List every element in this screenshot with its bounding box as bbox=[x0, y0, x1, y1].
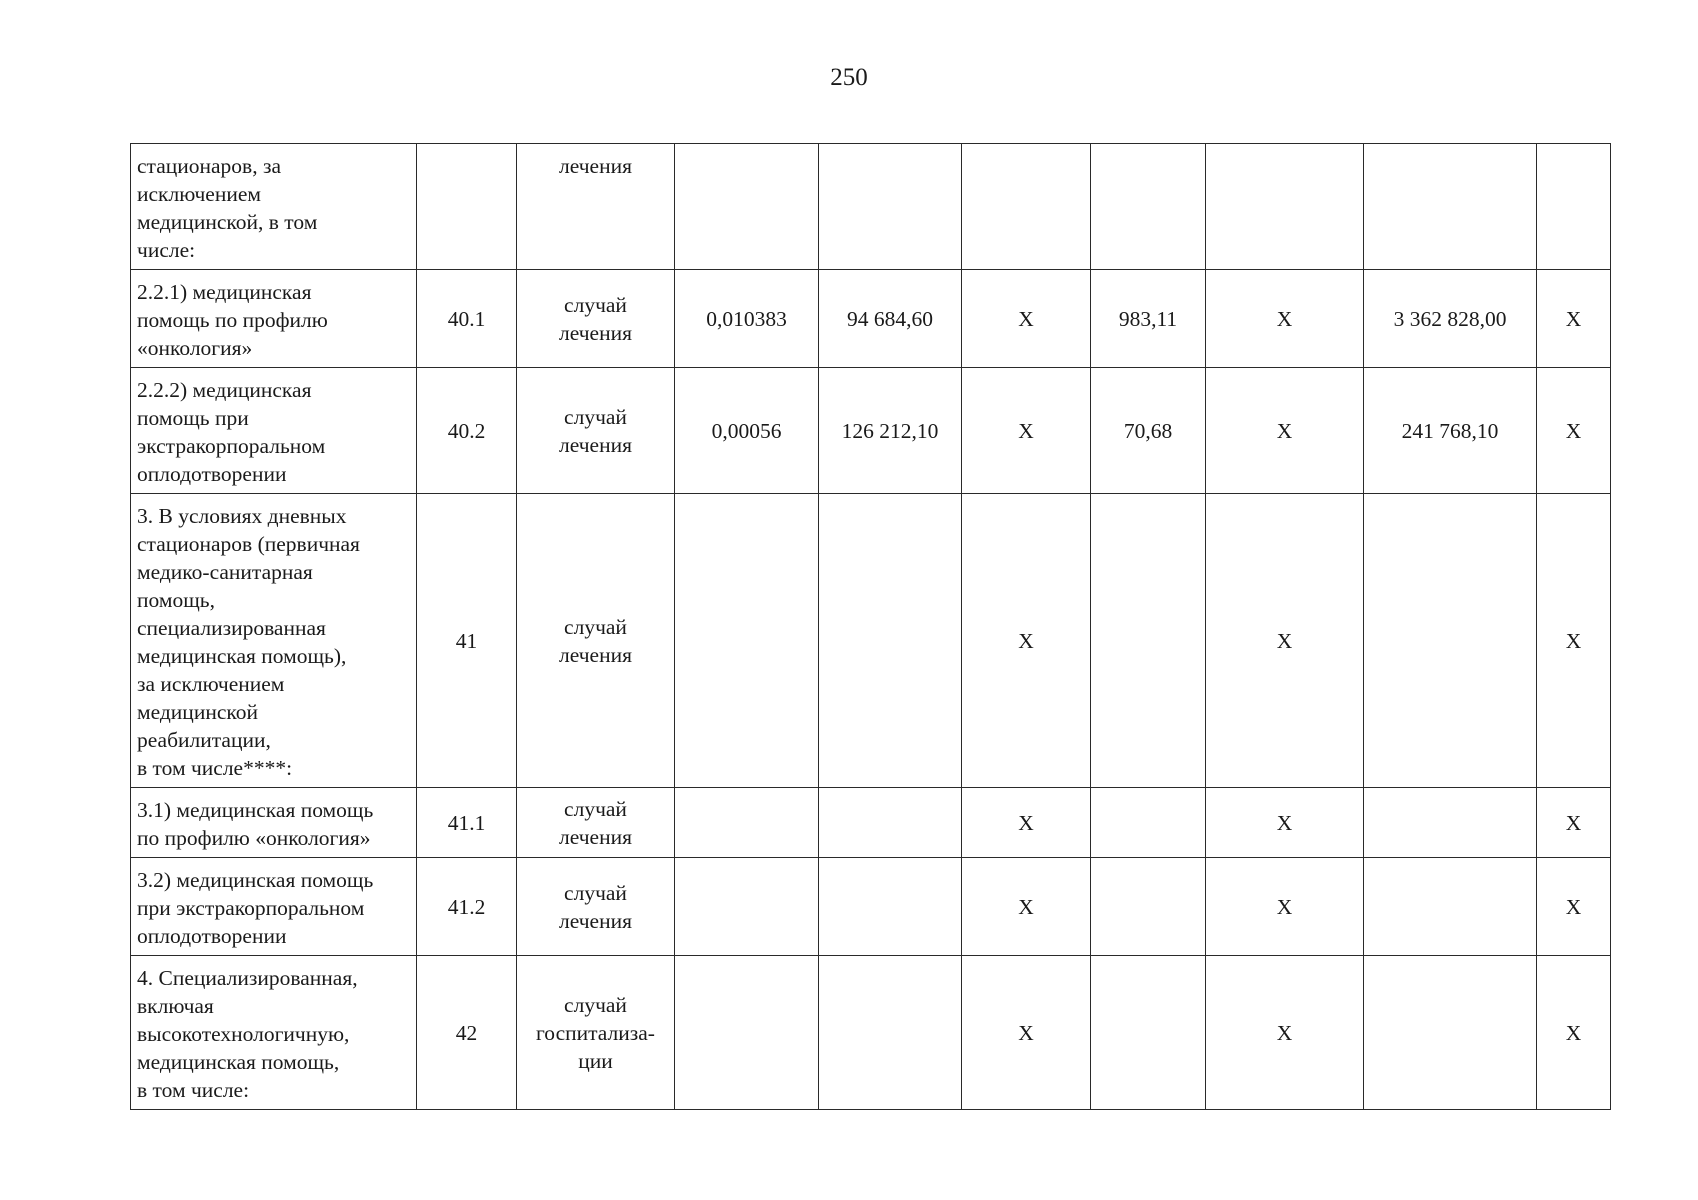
row-value-cell: Х bbox=[1537, 270, 1611, 368]
table-row bbox=[131, 368, 1611, 494]
row-value-cell: 0,00056 bbox=[675, 368, 819, 494]
row-code-cell: 41.2 bbox=[417, 858, 517, 956]
table-row bbox=[131, 788, 1611, 858]
row-value-cell bbox=[1364, 788, 1537, 858]
row-value-cell: 0,010383 bbox=[675, 270, 819, 368]
row-code-cell: 41.1 bbox=[417, 788, 517, 858]
row-value-cell bbox=[1091, 858, 1206, 956]
row-name-cell: стационаров, за исключением медицинской, в том числе: bbox=[131, 144, 417, 270]
data-table bbox=[130, 143, 1611, 1110]
row-value-cell: 94 684,60 bbox=[819, 270, 962, 368]
row-value-cell bbox=[819, 788, 962, 858]
row-name-cell: 2.2.1) медицинская помощь по профилю «онкология» bbox=[131, 270, 417, 368]
table-row bbox=[131, 956, 1611, 1110]
row-unit-cell: случай госпитализа- ции bbox=[517, 956, 675, 1110]
row-value-cell bbox=[962, 144, 1091, 270]
table-row bbox=[131, 144, 1611, 270]
table-row bbox=[131, 858, 1611, 956]
row-value-cell bbox=[1364, 494, 1537, 788]
row-value-cell bbox=[1091, 144, 1206, 270]
row-value-cell: Х bbox=[1206, 270, 1364, 368]
row-value-cell: 70,68 bbox=[1091, 368, 1206, 494]
row-value-cell bbox=[1206, 144, 1364, 270]
table-row bbox=[131, 494, 1611, 788]
row-name-cell: 2.2.2) медицинская помощь при экстракорпоральном оплодотворении bbox=[131, 368, 417, 494]
row-value-cell: 241 768,10 bbox=[1364, 368, 1537, 494]
row-code-cell: 41 bbox=[417, 494, 517, 788]
row-value-cell: Х bbox=[1206, 788, 1364, 858]
row-unit-cell: случай лечения bbox=[517, 494, 675, 788]
row-value-cell bbox=[819, 494, 962, 788]
row-name-cell: 4. Специализированная, включая высокотехнологичную, медицинская помощь, в том числе: bbox=[131, 956, 417, 1110]
row-code-cell: 42 bbox=[417, 956, 517, 1110]
row-value-cell bbox=[675, 858, 819, 956]
row-value-cell bbox=[1091, 788, 1206, 858]
row-value-cell bbox=[1537, 144, 1611, 270]
row-value-cell: Х bbox=[962, 788, 1091, 858]
row-value-cell: Х bbox=[1206, 494, 1364, 788]
row-value-cell: Х bbox=[962, 270, 1091, 368]
row-code-cell bbox=[417, 144, 517, 270]
row-unit-cell: случай лечения bbox=[517, 270, 675, 368]
row-value-cell bbox=[819, 144, 962, 270]
row-value-cell bbox=[1091, 494, 1206, 788]
row-value-cell: Х bbox=[1537, 788, 1611, 858]
row-value-cell: Х bbox=[962, 494, 1091, 788]
row-unit-cell: лечения bbox=[517, 144, 675, 270]
row-value-cell bbox=[675, 788, 819, 858]
row-value-cell bbox=[1364, 956, 1537, 1110]
row-unit-cell: случай лечения bbox=[517, 858, 675, 956]
row-value-cell bbox=[675, 144, 819, 270]
row-value-cell: Х bbox=[1537, 494, 1611, 788]
row-value-cell bbox=[1364, 858, 1537, 956]
row-value-cell: Х bbox=[962, 956, 1091, 1110]
row-name-cell: 3. В условиях дневных стационаров (первичная медико-санитарная помощь, специализированная медицинская помощь), за исключением медицинской реабилитации, в том числе****: bbox=[131, 494, 417, 788]
row-value-cell: Х bbox=[1537, 368, 1611, 494]
row-value-cell: 126 212,10 bbox=[819, 368, 962, 494]
row-value-cell bbox=[819, 858, 962, 956]
row-value-cell bbox=[675, 494, 819, 788]
row-value-cell bbox=[1091, 956, 1206, 1110]
row-value-cell: Х bbox=[1537, 858, 1611, 956]
row-value-cell: Х bbox=[962, 368, 1091, 494]
row-value-cell: 3 362 828,00 bbox=[1364, 270, 1537, 368]
row-unit-cell: случай лечения bbox=[517, 368, 675, 494]
row-code-cell: 40.1 bbox=[417, 270, 517, 368]
row-value-cell: Х bbox=[1206, 368, 1364, 494]
row-value-cell: Х bbox=[962, 858, 1091, 956]
table-row bbox=[131, 270, 1611, 368]
row-code-cell: 40.2 bbox=[417, 368, 517, 494]
row-name-cell: 3.1) медицинская помощь по профилю «онкология» bbox=[131, 788, 417, 858]
row-value-cell: 983,11 bbox=[1091, 270, 1206, 368]
row-value-cell: Х bbox=[1206, 956, 1364, 1110]
row-value-cell bbox=[1364, 144, 1537, 270]
row-value-cell: Х bbox=[1537, 956, 1611, 1110]
row-value-cell bbox=[675, 956, 819, 1110]
row-value-cell: Х bbox=[1206, 858, 1364, 956]
row-value-cell bbox=[819, 956, 962, 1110]
row-unit-cell: случай лечения bbox=[517, 788, 675, 858]
row-name-cell: 3.2) медицинская помощь при экстракорпоральном оплодотворении bbox=[131, 858, 417, 956]
page-number: 250 bbox=[830, 64, 868, 91]
